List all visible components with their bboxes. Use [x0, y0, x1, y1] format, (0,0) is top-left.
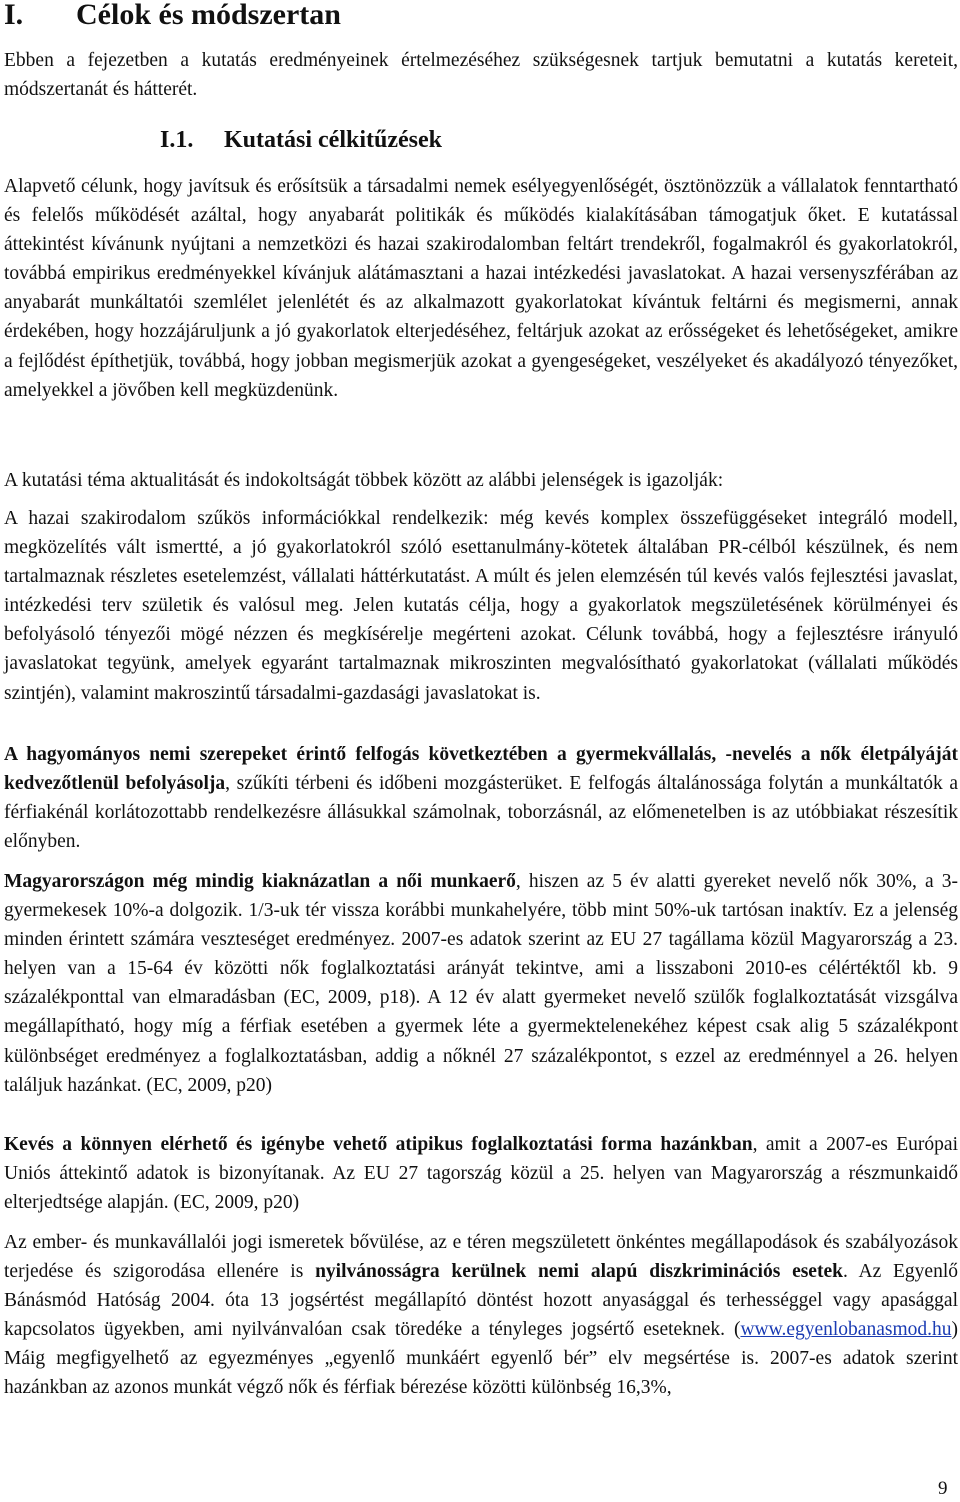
- page-number: 9: [938, 1478, 948, 1499]
- gender-roles-text: , szűkíti térbeni és időbeni mozgásterüket. E felfogás általánossága folytán a munkáltatók a férfiakénál korlátozottabb rendelkezésre állásukkal számolnak, toborzásnál, az előmenetelben is az utóbbiakat részesítik előnyben.: [4, 773, 958, 853]
- discrimination-emphasis: nyilvánosságra kerülnek nemi alapú diszkriminációs esetek: [315, 1261, 843, 1283]
- chapter-title: Célok és módszertan: [76, 0, 341, 31]
- gender-roles-emphasis: A hagyományos nemi szerepeket érintő felfogás következtében a gyermekvállalás, -nevelés a nők életpályáját kedvezőtlenül befolyásolja: [4, 744, 958, 795]
- chapter-number: I.: [4, 0, 24, 31]
- paragraph-discrimination: [4, 1228, 958, 1403]
- paragraph-literature: A hazai szakirodalom szűkös információkkal rendelkezik: még kevés komplex összefüggéseket integráló modell, megközelítés vált ismertté, a jó gyakorlatokról szóló esettanulmány-kötetek általában PR-célból készülnek, és nem tartalmaznak részletes esetelemzést, vállalati háttérkutatást. A múlt és jelen elemzésén túl kevés valós fejlesztési javaslat, intézkedési terv születik és valósul meg. Jelen kutatás célja, hogy a gyakorlatok megszületésének körülményei és befolyásoló tényezői mögé nézzen és megkísérelje megérteni azokat. Célunk továbbá, hogy a fejlesztésre irányuló javaslatokat tegyünk, amelyek egyaránt tartalmaznak mikroszinten megvalósítható gyakorlatokat (vállalati működés szintjén), valamint makroszintű társadalmi-gazdasági javaslatokat is.: [4, 508, 958, 704]
- paragraph-gender-roles: [4, 740, 958, 856]
- paragraph-goals: Alapvető célunk, hogy javítsuk és erősítsük a társadalmi nemek esélyegyenlőségét, ösztönözzük a vállalatok fenntartható és felelős működését azáltal, hogy anyabarát politikák és működés kialakításában támogatjuk őket. E kutatással áttekintést kívánunk nyújtani a nemzetközi és hazai szakirodalomban feltárt trendekről, fogalmakról és gyakorlatokról, továbbá empirikus eredményekkel kívánjuk alátámasztani a hazai intézkedési javaslatokat. A hazai versenyszférában az anyabarát munkáltatói szemlélet jelenlétét és az alkalmazott gyakorlatokat kívántuk feltárni és megismerni, annak érdekében, hogy hozzájáruljunk a jó gyakorlatok elterjedéséhez, feltárjuk azokat az erősségeket és lehetőségeket, amikre a fejlődést építhetjük, továbbá, hogy jobban megismerjük azokat a gyengeségeket, veszélyeket és akadályozó tényezőket, amelyekkel a jövőben kell megküzdenünk.: [4, 176, 958, 401]
- female-workforce-text: , hiszen az 5 év alatti gyereket nevelő nők 30%, a 3-gyermekesek 10%-a dolgozik. 1/3-uk tér vissza korábbi munkahelyére, több mint 50%-uk tartósan inaktív. Ez a jelenség minden érintett számára veszteséget eredményez. 2007-es adatok szerint az EU 27 tagállama közül Magyarország a 23. helyen van a 15-64 év közötti nők foglalkoztatási arányát tekintve, ami a lisszaboni 2010-es célértéktől kb. 9 százalékponttal van elmaradásban (EC, 2009, p18). A 12 év alatt gyermeket nevelő szülők foglalkoztatását vizsgálva megállapítható, hogy míg a férfiak esetében a gyermek léte a gyermektelenekéhez képest csak alig 5 százalékpont különbséget eredményez a foglalkoztatásban, addig a nőknél 27 százalékpontot, s ezzel az eredménnyel a 26. helyen találjuk hazánkat. (EC, 2009, p20): [4, 871, 958, 1096]
- female-workforce-emphasis: Magyarországon még mindig kiaknázatlan a női munkaerő: [4, 871, 516, 892]
- discrimination-text-a: Az ember- és munkavállalói jogi ismeretek bővülése, az e téren megszületett önkéntes megállapodások és szabályozások terjedése és szigorodása ellenére is: [4, 1232, 958, 1283]
- atypical-employment-emphasis: Kevés a könnyen elérhető és igénybe vehető atipikus foglalkoztatási forma hazánkban: [4, 1134, 753, 1155]
- chapter-heading: [4, 0, 341, 30]
- paragraph-atypical-employment: [4, 1130, 958, 1217]
- section-title: Kutatási célkitűzések: [224, 127, 442, 153]
- discrimination-text-b: . Az Egyenlő Bánásmód Hatóság 2004. óta 13 jogsértést megállapító döntést hozott anyasággal és terhességgel vagy apasággal kapcsolatos ügyekben, ami nyilvánvalóan csak töredéke a tényleges jogsértő eseteknek. (: [4, 1261, 958, 1341]
- paragraph-female-workforce: [4, 867, 958, 1100]
- section-number: I.1.: [160, 127, 194, 153]
- discrimination-text-c: ) Máig megfigyelhető az egyezményes „egyenlő munkáért egyenlő bér” elv megsértése is. 2007-es adatok szerint hazánkban az azonos munkát végző nők és férfiak bérezése közötti különbség 16,3%,: [4, 1319, 958, 1399]
- paragraph-justification-intro: A kutatási téma aktualitását és indokoltságát többek között az alábbi jelenségek is igazolják:: [4, 470, 724, 491]
- intro-paragraph: Ebben a fejezetben a kutatás eredményeinek értelmezéséhez szükségesnek tartjuk bemutatni a kutatás kereteit, módszertanát és hátterét.: [4, 50, 958, 101]
- authority-website-link[interactable]: www.egyenlobanasmod.hu: [740, 1319, 952, 1341]
- atypical-employment-text: , amit a 2007-es Európai Uniós áttekintő adatok is bizonyítanak. Az EU 27 tagország közül a 25. helyen van Magyarország a részmunkaidő elterjedtsége alapján. (EC, 2009, p20): [4, 1134, 959, 1214]
- section-heading: [160, 126, 442, 154]
